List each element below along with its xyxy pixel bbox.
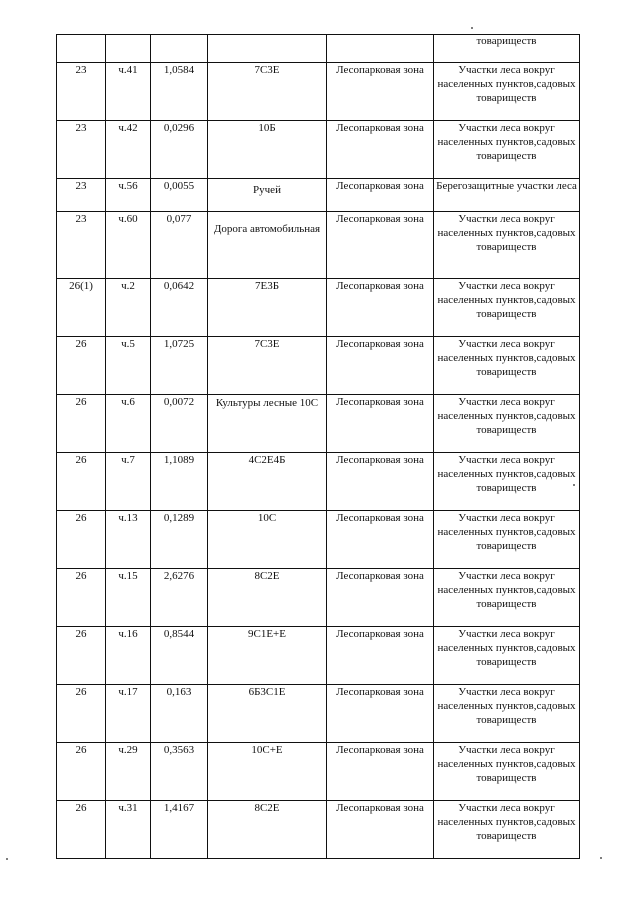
cell-plot: ч.7 <box>106 453 151 511</box>
scan-speck <box>6 858 8 860</box>
cell-category: Участки леса вокруг населенных пунктов,садовых товариществ <box>434 511 580 569</box>
cell-area: 0,0642 <box>151 279 208 337</box>
cell-plot: ч.15 <box>106 569 151 627</box>
cell-area: 0,8544 <box>151 627 208 685</box>
cell-zone: Лесопарковая зона <box>327 179 434 212</box>
forest-plots-table <box>56 34 580 859</box>
cell-quarter: 26 <box>57 743 106 801</box>
cell-area: 0,0055 <box>151 179 208 212</box>
cell-composition: 8С2Е <box>208 569 327 627</box>
cell-composition: 10Б <box>208 121 327 179</box>
cell-category: Участки леса вокруг населенных пунктов,садовых товариществ <box>434 395 580 453</box>
cell-category: Участки леса вокруг населенных пунктов,садовых товариществ <box>434 743 580 801</box>
cell-quarter: 26 <box>57 801 106 859</box>
table-row <box>57 569 580 627</box>
cell-area: 0,3563 <box>151 743 208 801</box>
cell-zone: Лесопарковая зона <box>327 743 434 801</box>
cell-category: Участки леса вокруг населенных пунктов,садовых товариществ <box>434 685 580 743</box>
cell-plot <box>106 35 151 63</box>
cell-composition: 9С1Е+Е <box>208 627 327 685</box>
cell-composition: 7С3Е <box>208 63 327 121</box>
cell-plot: ч.41 <box>106 63 151 121</box>
cell-plot: ч.60 <box>106 212 151 279</box>
cell-quarter: 23 <box>57 63 106 121</box>
cell-quarter <box>57 35 106 63</box>
cell-plot: ч.31 <box>106 801 151 859</box>
table-row <box>57 627 580 685</box>
cell-area: 2,6276 <box>151 569 208 627</box>
cell-quarter: 26 <box>57 569 106 627</box>
cell-composition: 4С2Е4Б <box>208 453 327 511</box>
cell-category: Участки леса вокруг населенных пунктов,садовых товариществ <box>434 121 580 179</box>
cell-plot: ч.13 <box>106 511 151 569</box>
cell-area: 0,1289 <box>151 511 208 569</box>
cell-zone: Лесопарковая зона <box>327 121 434 179</box>
cell-composition: 10С <box>208 511 327 569</box>
table-row <box>57 179 580 212</box>
table-row <box>57 511 580 569</box>
cell-zone: Лесопарковая зона <box>327 63 434 121</box>
cell-category: Участки леса вокруг населенных пунктов,садовых товариществ <box>434 569 580 627</box>
cell-quarter: 26 <box>57 685 106 743</box>
cell-quarter: 26 <box>57 395 106 453</box>
cell-plot: ч.42 <box>106 121 151 179</box>
cell-composition: Культуры лесные 10С <box>208 395 327 453</box>
table-row <box>57 395 580 453</box>
cell-composition: 6Б3С1Е <box>208 685 327 743</box>
cell-zone: Лесопарковая зона <box>327 511 434 569</box>
table-row <box>57 279 580 337</box>
cell-quarter: 26 <box>57 627 106 685</box>
table-row <box>57 743 580 801</box>
cell-zone: Лесопарковая зона <box>327 569 434 627</box>
cell-zone: Лесопарковая зона <box>327 685 434 743</box>
cell-category: Участки леса вокруг населенных пунктов,садовых товариществ <box>434 627 580 685</box>
cell-composition: Ручей <box>208 179 327 212</box>
cell-category: Участки леса вокруг населенных пунктов,садовых товариществ <box>434 453 580 511</box>
table-row <box>57 212 580 279</box>
cell-category: Участки леса вокруг населенных пунктов,садовых товариществ <box>434 63 580 121</box>
cell-zone: Лесопарковая зона <box>327 212 434 279</box>
cell-category: Берегозащитные участки леса <box>434 179 580 212</box>
cell-zone: Лесопарковая зона <box>327 801 434 859</box>
table-row <box>57 801 580 859</box>
cell-plot: ч.16 <box>106 627 151 685</box>
cell-area <box>151 35 208 63</box>
cell-plot: ч.17 <box>106 685 151 743</box>
cell-composition: 7Е3Б <box>208 279 327 337</box>
cell-category: Участки леса вокруг населенных пунктов,садовых товариществ <box>434 279 580 337</box>
cell-quarter: 23 <box>57 121 106 179</box>
cell-composition: 8С2Е <box>208 801 327 859</box>
cell-area: 1,0584 <box>151 63 208 121</box>
cell-category: Участки леса вокруг населенных пунктов,садовых товариществ <box>434 337 580 395</box>
table-row <box>57 121 580 179</box>
cell-area: 0,0296 <box>151 121 208 179</box>
cell-quarter: 26 <box>57 511 106 569</box>
cell-quarter: 26 <box>57 337 106 395</box>
table-row <box>57 685 580 743</box>
cell-quarter: 23 <box>57 179 106 212</box>
table-row <box>57 337 580 395</box>
cell-plot: ч.5 <box>106 337 151 395</box>
cell-zone: Лесопарковая зона <box>327 627 434 685</box>
cell-plot: ч.6 <box>106 395 151 453</box>
cell-composition <box>208 35 327 63</box>
cell-quarter: 26(1) <box>57 279 106 337</box>
cell-category: Участки леса вокруг населенных пунктов,садовых товариществ <box>434 212 580 279</box>
cell-quarter: 26 <box>57 453 106 511</box>
cell-zone: Лесопарковая зона <box>327 279 434 337</box>
scan-speck <box>471 27 473 29</box>
table-row <box>57 63 580 121</box>
cell-category: Участки леса вокруг населенных пунктов,садовых товариществ <box>434 801 580 859</box>
cell-area: 0,163 <box>151 685 208 743</box>
cell-composition: Дорога автомобильная <box>208 212 327 279</box>
scan-speck <box>600 857 602 859</box>
cell-plot: ч.56 <box>106 179 151 212</box>
cell-zone: Лесопарковая зона <box>327 453 434 511</box>
cell-zone: Лесопарковая зона <box>327 337 434 395</box>
table-row <box>57 453 580 511</box>
cell-area: 0,077 <box>151 212 208 279</box>
cell-plot: ч.2 <box>106 279 151 337</box>
table-row <box>57 35 580 63</box>
cell-area: 1,1089 <box>151 453 208 511</box>
cell-area: 0,0072 <box>151 395 208 453</box>
cell-quarter: 23 <box>57 212 106 279</box>
cell-zone <box>327 35 434 63</box>
cell-zone: Лесопарковая зона <box>327 395 434 453</box>
cell-plot: ч.29 <box>106 743 151 801</box>
cell-area: 1,4167 <box>151 801 208 859</box>
scan-speck <box>573 484 575 486</box>
cell-area: 1,0725 <box>151 337 208 395</box>
cell-composition: 10С+Е <box>208 743 327 801</box>
cell-composition: 7С3Е <box>208 337 327 395</box>
cell-category: товариществ <box>434 35 580 63</box>
